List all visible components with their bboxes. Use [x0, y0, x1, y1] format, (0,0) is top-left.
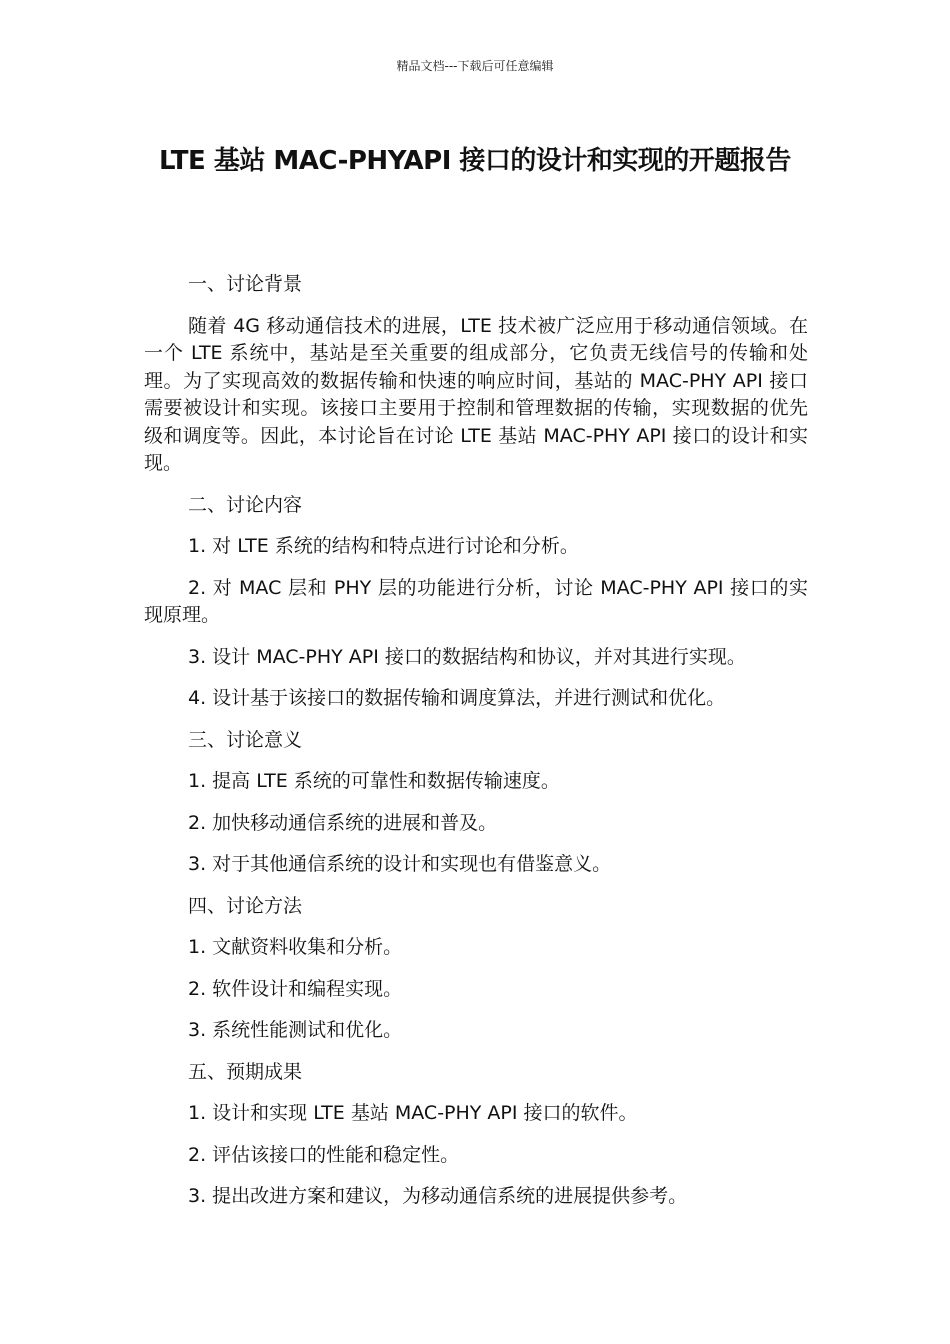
- list-item: 3. 设计 MAC-PHY API 接口的数据结构和协议，并对其进行实现。: [188, 645, 746, 668]
- list-item: 3. 系统性能测试和优化。: [188, 1019, 403, 1041]
- list-item: 2. 评估该接口的性能和稳定性。: [188, 1143, 460, 1166]
- section-heading-outcomes: 五、预期成果: [188, 1060, 303, 1083]
- list-item: 4. 设计基于该接口的数据传输和调度算法，并进行测试和优化。: [188, 687, 726, 709]
- list-item: 2. 加快移动通信系统的进展和普及。: [188, 811, 498, 834]
- section-heading-content: 二、讨论内容: [188, 493, 303, 516]
- list-item: 1. 设计和实现 LTE 基站 MAC-PHY API 接口的软件。: [188, 1102, 638, 1124]
- background-paragraph: 随着 4G 移动通信技术的进展，LTE 技术被广泛应用于移动通信领域。在一个 LTE 系统中，基站是至关重要的组成部分，它负责无线信号的传输和处理。为了实现高效的数据传输和快速的响应时间，基站的 MAC-PHY API 接口需要被设计和实现。该接口主要用于控制和管理数据的传输，实现数据的优先级和调度等。因此，本讨论旨在讨论 LTE 基站 MAC-PHY API 接口的设计和实现。: [144, 314, 808, 474]
- list-item: 2. 软件设计和编程实现。: [188, 977, 403, 1000]
- section-heading-significance: 三、讨论意义: [188, 728, 303, 751]
- document-body: [144, 271, 808, 1225]
- section-heading-methods: 四、讨论方法: [188, 894, 303, 917]
- list-item: 2. 对 MAC 层和 PHY 层的功能进行分析，讨论 MAC-PHY API 接口的实现原理。: [144, 576, 808, 626]
- document-title: LTE 基站 MAC-PHYAPI 接口的设计和实现的开题报告: [159, 146, 791, 176]
- list-item: 3. 提出改进方案和建议，为移动通信系统的进展提供参考。: [188, 1185, 688, 1207]
- list-item: 3. 对于其他通信系统的设计和实现也有借鉴意义。: [188, 853, 612, 875]
- list-item: 1. 对 LTE 系统的结构和特点进行讨论和分析。: [188, 535, 579, 557]
- header-note: 精品文档---下载后可任意编辑: [396, 59, 554, 73]
- section-heading-background: 一、讨论背景: [188, 273, 303, 295]
- list-item: 1. 提高 LTE 系统的可靠性和数据传输速度。: [188, 770, 560, 792]
- list-item: 1. 文献资料收集和分析。: [188, 936, 403, 958]
